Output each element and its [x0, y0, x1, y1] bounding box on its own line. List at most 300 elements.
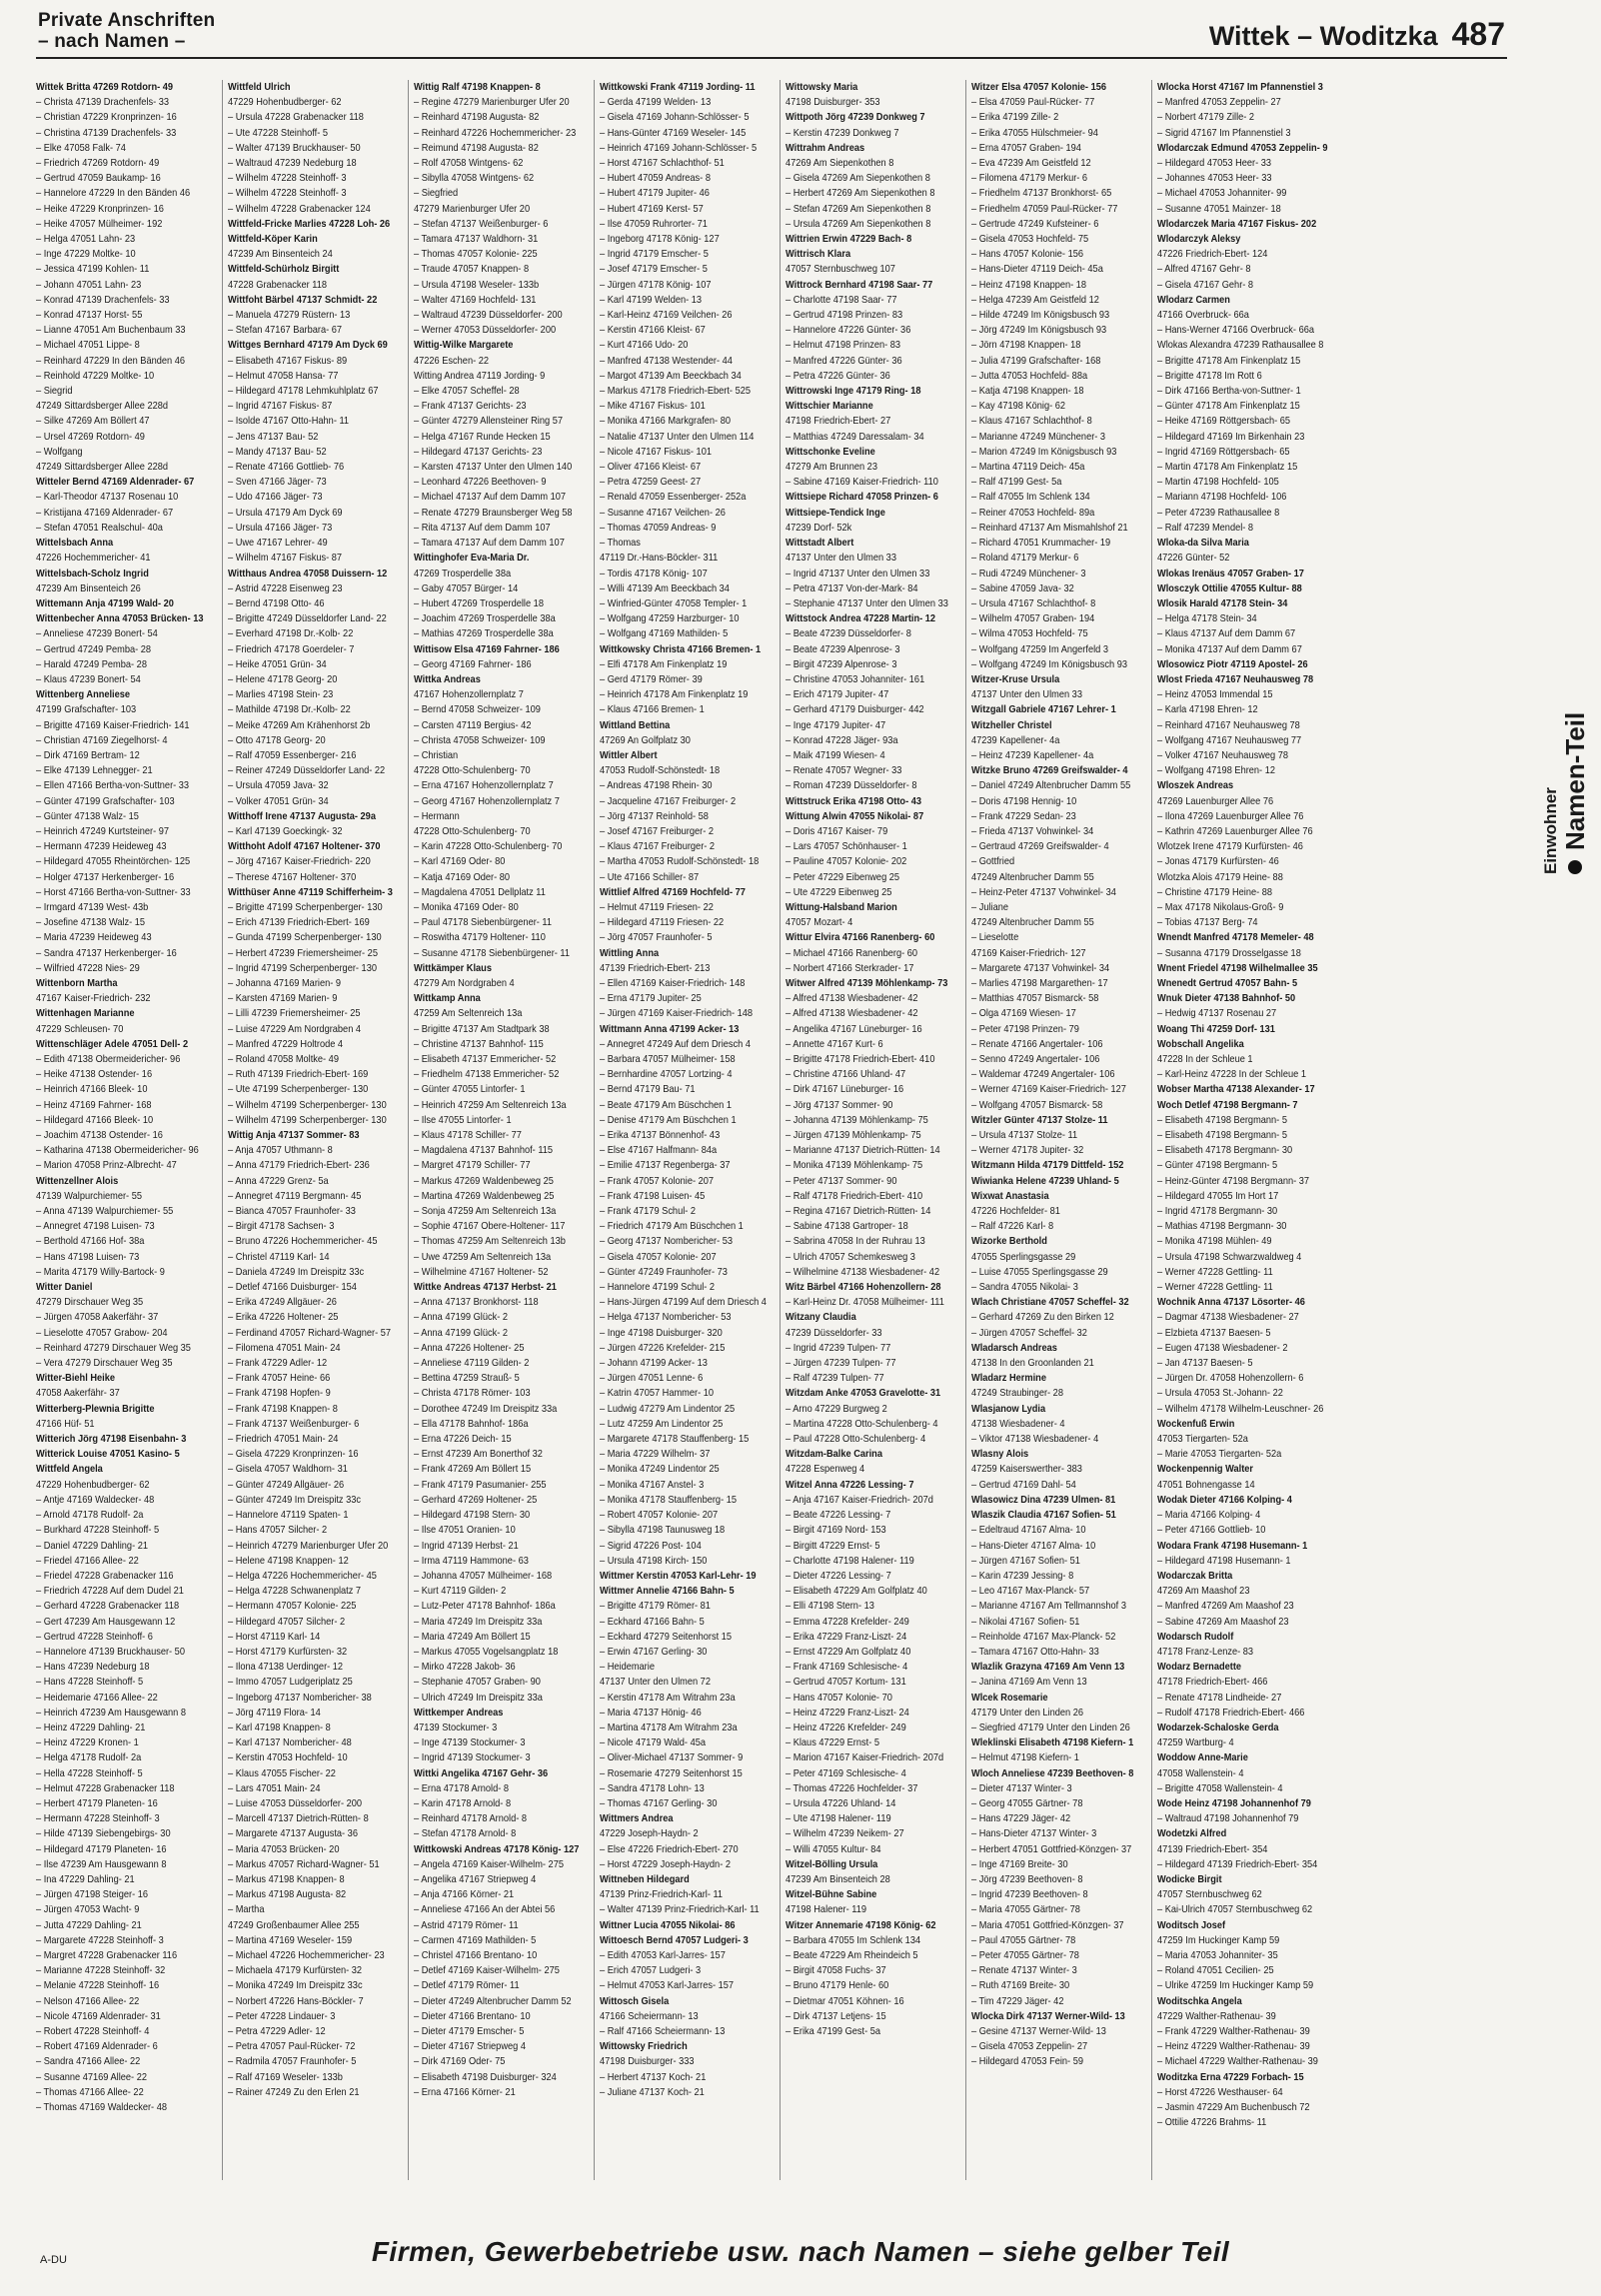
directory-entry-head: Wodarzek-Schaloske Gerda	[1157, 1721, 1279, 1733]
directory-entry: – Ellen 47166 Bertha-von-Suttner- 33	[36, 779, 190, 792]
directory-entry-head: Wittkowsky Christa 47166 Bremen- 1	[600, 642, 762, 655]
directory-entry: – Alfred 47138 Wiesbadener- 42	[786, 992, 918, 1005]
directory-entry: – Ilse 47239 Am Hausgewann 8	[36, 1857, 167, 1870]
directory-entry: – Gaby 47057 Bürger- 14	[414, 581, 519, 594]
directory-entry: – Helmut 47119 Friesen- 22	[600, 900, 714, 913]
directory-entry: – Hilde 47249 Im Königsbusch 93	[971, 309, 1110, 322]
directory-entry: – Gesine 47137 Werner-Wild- 13	[971, 2025, 1106, 2037]
directory-entry: – Ute 47166 Schiller- 87	[600, 870, 700, 883]
directory-entry: – Frank 47169 Schlesische- 4	[786, 1661, 908, 1674]
directory-entry: – Heike 47057 Mülheimer- 192	[36, 217, 163, 230]
directory-entry: – Erich 47139 Friedrich-Ebert- 169	[228, 916, 370, 929]
directory-entry: – Ralf 47055 Im Schlenk 134	[971, 491, 1090, 504]
directory-entry: – Petra 47259 Geest- 27	[600, 476, 702, 489]
directory-entry-head: Wockenpennig Walter	[1157, 1463, 1254, 1476]
directory-entry: – Wolfgang 47198 Ehren- 12	[1157, 764, 1275, 777]
directory-entry: Witting Andrea 47119 Jording- 9	[414, 369, 546, 382]
directory-entry: – Wolfgang 47249 Im Königsbusch 93	[971, 657, 1127, 670]
directory-entry: – Sabine 47269 Am Maashof 23	[1157, 1615, 1289, 1628]
directory-entry: – Georg 47167 Hohenzollernplatz 7	[414, 794, 560, 807]
directory-entry: 47226 Hochemmericher- 41	[36, 552, 151, 565]
directory-entry: – Kay 47198 König- 62	[971, 400, 1066, 413]
directory-entry: – Hubert 47059 Andreas- 8	[600, 172, 711, 185]
directory-entry: – Sandra 47178 Lohn- 13	[600, 1781, 705, 1794]
directory-entry: – Petra 47137 Von-der-Mark- 84	[786, 581, 918, 594]
directory-entry-head: Wittmann Anna 47199 Acker- 13	[600, 1022, 740, 1035]
directory-entry: – Angelika 47167 Striepweg 4	[414, 1872, 537, 1885]
directory-entry: – Monika 47137 Auf dem Damm 67	[1157, 642, 1302, 655]
directory-entry: – Wilhelmine 47138 Wiesbadener- 42	[786, 1265, 940, 1278]
directory-entry: – Werner 47169 Kaiser-Friedrich- 127	[971, 1083, 1126, 1096]
directory-entry: 47178 Friedrich-Ebert- 466	[1157, 1676, 1268, 1689]
directory-entry: – Sibylla 47198 Taunusweg 18	[600, 1524, 726, 1537]
directory-entry-head: Wode Heinz 47198 Johannenhof 79	[1157, 1796, 1311, 1809]
directory-entry: – Paul 47055 Gärtner- 78	[971, 1933, 1076, 1946]
directory-entry: – Anna 47199 Glück- 2	[414, 1326, 509, 1339]
directory-entry: – Jürgen 47239 Tulpen- 77	[786, 1357, 896, 1370]
directory-entry: – Annegret 47119 Bergmann- 45	[228, 1189, 362, 1202]
directory-entry: – Manfred 47229 Holtrode 4	[228, 1037, 344, 1050]
directory-entry: – Martina 47269 Waldenbeweg 25	[414, 1189, 555, 1202]
directory-entry: – Michael 47053 Johanniter- 99	[1157, 187, 1287, 200]
directory-entry: – Wilma 47053 Hochfeld- 75	[971, 627, 1088, 640]
directory-entry: – Robert 47169 Aldenrader- 6	[36, 2040, 158, 2053]
directory-entry: – Marianne 47167 Am Tellmannshof 3	[971, 1600, 1126, 1613]
directory-entry: 47057 Sternbuschweg 107	[786, 263, 895, 276]
directory-entry: – Jürgen Dr. 47058 Hohenzollern- 6	[1157, 1372, 1304, 1385]
directory-entry: – Brigitte 47058 Wallenstein- 4	[1157, 1781, 1283, 1794]
directory-entry: – Katharina 47138 Obermeidericher- 96	[36, 1144, 199, 1157]
directory-entry: – Traude 47057 Knappen- 8	[414, 263, 530, 276]
directory-entry: – Luise 47229 Am Nordgraben 4	[228, 1022, 362, 1035]
directory-entry: – Brigitte 47137 Am Stadtpark 38	[414, 1022, 550, 1035]
directory-entry: – Michael 47226 Hochemmericher- 23	[228, 1948, 385, 1961]
directory-entry: – Silke 47269 Am Böllert 47	[36, 415, 150, 428]
directory-entry: – Markus 47055 Vogelsangplatz 18	[414, 1645, 559, 1658]
directory-entry: – Frank 47137 Gerichts- 23	[414, 400, 527, 413]
directory-entry: – Kerstin 47166 Kleist- 67	[600, 324, 706, 337]
directory-entry: 47057 Sternbuschweg 62	[1157, 1888, 1262, 1901]
directory-entry: – Günter 47138 Walz- 15	[36, 809, 139, 822]
directory-entry: – Manfred 47269 Am Maashof 23	[1157, 1600, 1294, 1613]
directory-entry: – Filomena 47179 Merkur- 6	[971, 172, 1088, 185]
directory-entry: – Birgit 47058 Fuchs- 37	[786, 1964, 886, 1977]
directory-entry: – Ina 47229 Dahling- 21	[36, 1872, 135, 1885]
directory-entry-head: Wittenberg Anneliese	[36, 688, 131, 701]
directory-entry: – Peter 47228 Lindauer- 3	[228, 2009, 336, 2022]
directory-entry-head: Wockenfuß Erwin	[1157, 1417, 1235, 1430]
directory-entry: – Ulrich 47057 Schemkesweg 3	[786, 1250, 915, 1263]
directory-entry: – Karin 47239 Jessing- 8	[971, 1569, 1074, 1582]
directory-entry: – Reinhard 47226 Hochemmericher- 23	[414, 126, 577, 139]
directory-entry: – Angelika 47167 Lüneburger- 16	[786, 1022, 922, 1035]
directory-entry: – Martin 47198 Hochfeld- 105	[1157, 476, 1279, 489]
directory-entry: 47249 Sittardsberger Allee 228d	[36, 461, 169, 474]
directory-entry: – Marlies 47198 Stein- 23	[228, 688, 334, 701]
directory-entry: 47259 Kaiserswerther- 383	[971, 1463, 1082, 1476]
directory-entry: Wlotzek Irene 47179 Kurfürsten- 46	[1157, 840, 1303, 853]
directory-entry: – Friedel 47228 Grabenacker 116	[36, 1569, 174, 1582]
directory-entry: – Inge 47179 Jupiter- 47	[786, 718, 886, 731]
directory-entry: – Jessica 47199 Kohlen- 11	[36, 263, 150, 276]
directory-entry: – Sabrina 47058 In der Ruhrau 13	[786, 1235, 925, 1248]
directory-entry: 47259 Im Huckinger Kamp 59	[1157, 1933, 1280, 1946]
directory-entry: – Gerhard 47228 Grabenacker 118	[36, 1600, 180, 1613]
directory-entry: – Hildegard 47057 Silcher- 2	[228, 1615, 346, 1628]
directory-entry: – Alfred 47167 Gehr- 8	[1157, 263, 1251, 276]
directory-entry: – Erna 47167 Hohenzollernplatz 7	[414, 779, 554, 792]
directory-entry: – Jürgen 47051 Lenne- 6	[600, 1372, 704, 1385]
directory-entry: – Anneliese 47166 An der Abtei 56	[414, 1903, 556, 1916]
directory-entry-head: Wnenedt Gertrud 47057 Bahn- 5	[1157, 976, 1298, 989]
directory-entry: – Elli 47198 Stern- 13	[786, 1600, 874, 1613]
directory-entry: 47226 Günter- 52	[1157, 552, 1230, 565]
directory-entry: – Horst 47179 Kurfürsten- 32	[228, 1645, 348, 1658]
directory-entry: – Hildegard 47198 Stern- 30	[414, 1509, 531, 1522]
directory-entry: – Thomas 47169 Waldecker- 48	[36, 2101, 167, 2114]
directory-entry: – Hildegard 47137 Gerichts- 23	[414, 445, 543, 458]
directory-entry-head: Wittfeld-Köper Karin	[228, 233, 318, 246]
directory-entry: – Gisela 47053 Hochfeld- 75	[971, 233, 1089, 246]
directory-entry: – Ralf 47226 Karl- 8	[971, 1220, 1054, 1233]
directory-entry: – Daniel 47229 Dahling- 21	[36, 1539, 148, 1552]
directory-entry: 47139 Stockumer- 3	[414, 1721, 498, 1733]
directory-entry: – Josef 47179 Emscher- 5	[600, 263, 708, 276]
directory-entry: 47139 Friedrich-Ebert- 213	[600, 961, 711, 974]
directory-entry: – Markus 47178 Friedrich-Ebert- 525	[600, 385, 752, 398]
directory-entry: – Maria 47166 Kolping- 4	[1157, 1509, 1261, 1522]
directory-entry: – Wilhelm 47167 Fiskus- 87	[228, 552, 343, 565]
directory-entry: – Maria 47239 Heideweg 43	[36, 931, 152, 944]
directory-entry: – Elisabeth 47137 Emmericher- 52	[414, 1053, 557, 1065]
directory-column-4	[594, 80, 780, 2180]
directory-entry: – Uwe 47167 Lehrer- 49	[228, 537, 328, 550]
directory-entry: – Marion 47167 Kaiser-Friedrich- 207d	[786, 1751, 944, 1764]
directory-entry: – Frank 47057 Heine- 66	[228, 1372, 331, 1385]
directory-entry: – Gunda 47199 Scherpenberger- 130	[228, 931, 382, 944]
directory-entry-head: Wittrowski Inge 47179 Ring- 18	[786, 385, 921, 398]
directory-entry: – Jan 47137 Baesen- 5	[1157, 1357, 1253, 1370]
directory-entry: – Dorothee 47249 Im Dreispitz 33a	[414, 1402, 558, 1415]
directory-entry-head: Wittges Bernhard 47179 Am Dyck 69	[228, 339, 388, 352]
directory-entry: – Gisela 47169 Johann-Schlösser- 5	[600, 111, 750, 124]
directory-entry: – Markus 47269 Waldenbeweg 25	[414, 1174, 554, 1187]
directory-entry: – Herbert 47269 Am Siepenkothen 8	[786, 187, 935, 200]
directory-entry: – Frank 47269 Am Böllert 15	[414, 1463, 532, 1476]
directory-entry: – Peter 47198 Prinzen- 79	[971, 1022, 1079, 1035]
directory-entry: – Norbert 47166 Sterkrader- 17	[786, 961, 914, 974]
directory-entry: – Brigitte 47179 Römer- 81	[600, 1600, 711, 1613]
directory-entry: – Susanne 47167 Veilchen- 26	[600, 506, 726, 519]
directory-entry: – Dietmar 47051 Köhnen- 16	[786, 1994, 904, 2007]
directory-entry: – Anna 47137 Bronkhorst- 118	[414, 1296, 539, 1309]
directory-entry: – Ilona 47138 Uerdinger- 12	[228, 1661, 344, 1674]
directory-entry: – Georg 47169 Fahrner- 186	[414, 657, 532, 670]
directory-entry-head: Wobschall Angelika	[1157, 1037, 1244, 1050]
directory-entry: – Reinhard 47167 Neuhausweg 78	[1157, 718, 1300, 731]
directory-entry: – Erna 47057 Graben- 194	[971, 141, 1081, 154]
directory-entry: – Berthold 47166 Hof- 38a	[36, 1235, 145, 1248]
directory-entry: 47167 Hohenzollernplatz 7	[414, 688, 524, 701]
directory-entry: – Wolfgang 47167 Neuhausweg 77	[1157, 733, 1302, 746]
directory-entry: – Thomas 47259 Am Seltenreich 13b	[414, 1235, 566, 1248]
directory-entry: – Kerstin 47178 Am Witrahm 23a	[600, 1691, 736, 1704]
directory-entry: – Christian	[414, 748, 459, 761]
directory-entry: – Friedrich 47178 Goerdeler- 7	[228, 642, 355, 655]
directory-entry: – Rudi 47249 Münchener- 3	[971, 567, 1086, 579]
directory-entry: 47179 Unter den Linden 26	[971, 1706, 1084, 1719]
directory-entry: – Hildegard 47119 Friesen- 22	[600, 916, 725, 929]
directory-entry: – Elisabeth 47178 Bergmann- 30	[1157, 1144, 1293, 1157]
directory-entry-head: Wittelsbach Anna	[36, 537, 114, 550]
directory-entry: – Kurt 47119 Gilden- 2	[414, 1585, 507, 1598]
directory-entry-head: Wittenzellner Alois	[36, 1174, 119, 1187]
directory-entry-head: Wodarz Bernadette	[1157, 1661, 1242, 1674]
directory-entry: – Karsten 47137 Unter den Ulmen 140	[414, 461, 573, 474]
directory-entry-head: Wittland Bettina	[600, 718, 671, 731]
directory-entry: – Leo 47167 Max-Planck- 57	[971, 1585, 1090, 1598]
directory-entry: – Doris 47198 Hennig- 10	[971, 794, 1077, 807]
directory-entry: 47249 Sittardsberger Allee 228d	[36, 400, 169, 413]
directory-entry: – Kerstin 47053 Hochfeld- 10	[228, 1751, 348, 1764]
directory-entry: – Michael 47137 Auf dem Damm 107	[414, 491, 567, 504]
directory-entry: – Martina 47228 Otto-Schulenberg- 4	[786, 1417, 938, 1430]
directory-entry: – Eckhard 47166 Bahn- 5	[600, 1615, 705, 1628]
directory-entry: – Karl-Heinz 47169 Veilchen- 26	[600, 309, 733, 322]
directory-entry: – Ingrid 47179 Emscher- 5	[600, 248, 709, 261]
directory-entry: – Eckhard 47279 Seitenhorst 15	[600, 1630, 733, 1643]
directory-entry-head: Wlocka Dirk 47137 Werner-Wild- 13	[971, 2009, 1125, 2022]
directory-entry: – Annegret 47198 Luisen- 73	[36, 1220, 155, 1233]
directory-entry: – Otto 47178 Georg- 20	[228, 733, 326, 746]
directory-entry: – Lutz 47259 Am Lindentor 25	[600, 1417, 724, 1430]
directory-entry: – Thomas 47226 Hochfelder- 37	[786, 1781, 918, 1794]
directory-entry: – Petra 47226 Günter- 36	[786, 369, 890, 382]
directory-entry: – Sibylla 47058 Wintgens- 62	[414, 172, 535, 185]
directory-entry: – Marianne 47228 Steinhoff- 32	[36, 1964, 166, 1977]
directory-entry: – Markus 47198 Knappen- 8	[228, 1872, 345, 1885]
directory-entry: – Frank 47198 Knappen- 8	[228, 1402, 338, 1415]
directory-entry: – Hedwig 47137 Rosenau 27	[1157, 1007, 1277, 1020]
directory-entry: – Ingrid 47199 Scherpenberger- 130	[228, 961, 377, 974]
directory-entry: – Peter 47169 Schlesische- 4	[786, 1766, 906, 1779]
directory-entry: – Mariann 47198 Hochfeld- 106	[1157, 491, 1287, 504]
directory-entry-head: Wodarsch Rudolf	[1157, 1630, 1234, 1643]
directory-entry: – Sabine 47059 Java- 32	[971, 581, 1074, 594]
directory-entry: – Helmut 47058 Hansa- 77	[228, 369, 339, 382]
directory-entry: – Antje 47169 Waldecker- 48	[36, 1493, 155, 1506]
directory-entry: – Marie 47053 Tiergarten- 52a	[1157, 1448, 1282, 1461]
directory-entry-head: Wlcek Rosemarie	[971, 1691, 1048, 1704]
directory-entry-head: Wladarz Hermine	[971, 1372, 1046, 1385]
directory-entry: 47239 Am Binsenteich 26	[36, 581, 141, 594]
directory-entry: – Helga 47137 Nombericher- 53	[600, 1311, 732, 1324]
directory-entry: – Werner 47228 Gettling- 11	[1157, 1281, 1273, 1294]
directory-entry: – Wilhelm 47057 Graben- 194	[971, 612, 1095, 625]
directory-entry-head: Wittung Alwin 47055 Nikolai- 87	[786, 809, 924, 822]
directory-entry-head: Wittig Ralf 47198 Knappen- 8	[414, 81, 541, 93]
directory-entry: – Reiner 47249 Düsseldorfer Land- 22	[228, 764, 386, 777]
directory-entry: – Ingrid 47167 Fiskus- 87	[228, 400, 333, 413]
directory-entry: – Robert 47057 Kolonie- 207	[600, 1509, 719, 1522]
directory-entry: – Volker 47051 Grün- 34	[228, 794, 329, 807]
directory-entry: – Hildegard 47139 Friedrich-Ebert- 354	[1157, 1857, 1318, 1870]
directory-entry: – Marianne 47249 Münchener- 3	[971, 430, 1106, 443]
directory-entry: 47279 Dirschauer Weg 35	[36, 1296, 144, 1309]
directory-entry: – Elisabeth 47229 Am Golfplatz 40	[786, 1585, 927, 1598]
directory-entry: 47228 Otto-Schulenberg- 70	[414, 824, 531, 837]
directory-entry: – Norbert 47179 Zille- 2	[1157, 111, 1255, 124]
directory-entry-head: Witterick Louise 47051 Kasino- 5	[36, 1448, 180, 1461]
directory-entry: – Ruth 47139 Friedrich-Ebert- 169	[228, 1068, 369, 1081]
directory-entry: – Elke 47058 Falk- 74	[36, 141, 126, 154]
directory-entry: – Waltraud 47239 Nedeburg 18	[228, 157, 357, 170]
directory-entry: – Gertrud 47169 Dahl- 54	[971, 1478, 1076, 1491]
directory-entry: – Gerd 47179 Römer- 39	[600, 672, 703, 685]
directory-entry: – Jacqueline 47167 Freiburger- 2	[600, 794, 737, 807]
directory-entry-head: Wittmer Kerstin 47053 Karl-Lehr- 19	[600, 1569, 757, 1582]
directory-entry: – Manfred 47053 Zeppelin- 27	[1157, 96, 1281, 109]
directory-entry: – Horst 47167 Schlachthof- 51	[600, 157, 725, 170]
directory-entry: – Brigitte 47249 Düsseldorfer Land- 22	[228, 612, 387, 625]
directory-entry: 47249 Straubinger- 28	[971, 1387, 1063, 1400]
directory-entry: 47279 Marienburger Ufer 20	[414, 202, 531, 215]
directory-entry: – Sigrid 47226 Post- 104	[600, 1539, 702, 1552]
directory-entry: – Karin 47178 Arnold- 8	[414, 1796, 512, 1809]
directory-entry: – Johanna 47057 Mülheimer- 168	[414, 1569, 553, 1582]
directory-entry: – Friedrich 47179 Am Büschchen 1	[600, 1220, 744, 1233]
directory-entry-head: Woang Thi 47259 Dorf- 131	[1157, 1022, 1275, 1035]
directory-entry: – Pauline 47057 Kolonie- 202	[786, 855, 907, 868]
directory-entry-head: Witzer Annemarie 47198 König- 62	[786, 1918, 936, 1931]
directory-entry: – Hildegard 47178 Lehmkuhlplatz 67	[228, 385, 379, 398]
directory-entry: – Jörg 47249 Im Königsbusch 93	[971, 324, 1107, 337]
directory-entry-head: Witthüser Anne 47119 Schifferheim- 3	[228, 885, 393, 898]
directory-entry: 47198 Duisburger- 333	[600, 2055, 695, 2068]
directory-entry: – Sabine 47169 Kaiser-Friedrich- 110	[786, 476, 938, 489]
directory-entry: 47138 In den Groonlanden 21	[971, 1357, 1094, 1370]
directory-entry: – Frank 47137 Weißenburger- 6	[228, 1417, 360, 1430]
directory-entry: – Günter 47198 Bergmann- 5	[1157, 1159, 1278, 1172]
directory-entry: 47229 Hohenbudberger- 62	[36, 1478, 150, 1491]
directory-entry: – Hannelore 47199 Schul- 2	[600, 1281, 716, 1294]
directory-entry: 47239 Am Binsenteich 24	[228, 248, 333, 261]
directory-entry: 47229 Walther-Rathenau- 39	[1157, 2009, 1276, 2022]
directory-entry: – Marianne 47137 Dietrich-Rütten- 14	[786, 1144, 940, 1157]
directory-entry: – Brigitte 47178 Im Rott 6	[1157, 369, 1262, 382]
directory-entry: – Heinz-Günter 47198 Bergmann- 37	[1157, 1174, 1310, 1187]
directory-entry: – Gisela 47057 Kolonie- 207	[600, 1250, 717, 1263]
directory-entry: – Christel 47119 Karl- 14	[228, 1250, 330, 1263]
directory-entry: – Tordis 47178 König- 107	[600, 567, 708, 579]
directory-entry: – Dieter 47137 Winter- 3	[971, 1781, 1072, 1794]
directory-entry: – Marion 47249 Im Königsbusch 93	[971, 445, 1117, 458]
directory-entry: – Monika 47169 Oder- 80	[414, 900, 519, 913]
directory-entry: – Juliane	[971, 900, 1008, 913]
directory-entry: 47239 Düsseldorfer- 33	[786, 1326, 882, 1339]
directory-entry: – Susanna 47179 Drosselgasse 18	[1157, 946, 1301, 959]
directory-entry-head: Wittenhagen Marianne	[36, 1007, 135, 1020]
directory-entry: – Wilhelm 47228 Grabenacker 124	[228, 202, 371, 215]
directory-entry: – Astrid 47179 Römer- 11	[414, 1918, 519, 1931]
directory-entry: – Nicole 47179 Wald- 45a	[600, 1736, 706, 1749]
directory-entry: – Christine 47053 Johanniter- 161	[786, 672, 925, 685]
directory-entry: – Siegrid	[36, 385, 73, 398]
directory-entry: – Margret 47179 Schiller- 77	[414, 1159, 531, 1172]
directory-entry: 47139 Walpurchiemer- 55	[36, 1189, 142, 1202]
directory-entry: – Ferdinand 47057 Richard-Wagner- 57	[228, 1326, 391, 1339]
directory-entry: – Ella 47178 Bahnhof- 186a	[414, 1417, 529, 1430]
directory-entry: – Katrin 47057 Hammer- 10	[600, 1387, 715, 1400]
directory-entry-head: Witz Bärbel 47166 Hohenzollern- 28	[786, 1281, 941, 1294]
directory-entry: – Brigitte 47169 Kaiser-Friedrich- 141	[36, 718, 190, 731]
directory-entry: – Bettina 47259 Strauß- 5	[414, 1372, 520, 1385]
directory-entry: – Lutz-Peter 47178 Bahnhof- 186a	[414, 1600, 556, 1613]
directory-entry: 47058 Wallenstein- 4	[1157, 1766, 1244, 1779]
directory-entry: – Markus 47198 Augusta- 82	[228, 1888, 347, 1901]
directory-entry: – Klaus 47137 Auf dem Damm 67	[1157, 627, 1296, 640]
directory-entry: – Reinhard 47198 Augusta- 82	[414, 111, 540, 124]
directory-entry: – Dieter 47179 Emscher- 5	[414, 2025, 525, 2037]
directory-entry: – Jürgen 47169 Kaiser-Friedrich- 148	[600, 1007, 754, 1020]
directory-entry: – Anneliese 47119 Gilden- 2	[414, 1357, 530, 1370]
directory-entry: – Karin 47228 Otto-Schulenberg- 70	[414, 840, 563, 853]
directory-entry: – Ottilie 47226 Brahms- 11	[1157, 2116, 1267, 2129]
directory-entry: – Hildegard 47053 Fein- 59	[971, 2055, 1083, 2068]
directory-entry: – Michael 47229 Walther-Rathenau- 39	[1157, 2055, 1318, 2068]
directory-entry-head: Witthoff Irene 47137 Augusta- 29a	[228, 809, 376, 822]
directory-entry: – Roman 47239 Düsseldorfer- 8	[786, 779, 917, 792]
directory-entry: – Helmut 47198 Prinzen- 83	[786, 339, 901, 352]
side-tab-big: Namen-Teil	[1560, 711, 1590, 850]
directory-entry: – Inge 47139 Stockumer- 3	[414, 1736, 526, 1749]
directory-entry: – Hans 47198 Luisen- 73	[36, 1250, 140, 1263]
directory-entry-head: Witzel-Bühne Sabine	[786, 1888, 877, 1901]
directory-entry-head: Witzel-Bölling Ursula	[786, 1857, 878, 1870]
directory-entry: – Heidemarie	[600, 1661, 655, 1674]
directory-entry: – Frank 47179 Pasumanier- 255	[414, 1478, 547, 1491]
directory-entry: – Brigitte 47178 Am Finkenplatz 15	[1157, 354, 1301, 367]
directory-entry: – Kerstin 47239 Donkweg 7	[786, 126, 899, 139]
directory-entry: – Ursula 47198 Kirch- 150	[600, 1554, 708, 1567]
directory-entry: – Heinrich 47249 Kurtsteiner- 97	[36, 824, 170, 837]
directory-entry: – Petra 47229 Adler- 12	[228, 2025, 326, 2037]
directory-entry: – Werner 47178 Jupiter- 32	[971, 1144, 1084, 1157]
directory-entry: – Heinz 47239 Kapellener- 4a	[971, 748, 1094, 761]
directory-entry: – Georg 47055 Gärtner- 78	[971, 1796, 1083, 1809]
directory-entry: – Gert 47239 Am Hausgewann 12	[36, 1615, 176, 1628]
directory-entry: – Sabine 47138 Gartroper- 18	[786, 1220, 908, 1233]
directory-entry: – Reimund 47198 Augusta- 82	[414, 141, 539, 154]
directory-entry-head: Wlost Frieda 47167 Neuhausweg 78	[1157, 672, 1314, 685]
directory-entry: – Heinz 47229 Dahling- 21	[36, 1721, 146, 1733]
directory-entry: – Johannes 47053 Heer- 33	[1157, 172, 1272, 185]
directory-entry: – Konrad 47139 Drachenfels- 33	[36, 293, 170, 306]
directory-entry-head: Wittfeld Ulrich	[228, 81, 291, 93]
directory-entry: – Inge 47169 Breite- 30	[971, 1857, 1068, 1870]
directory-entry: – Anja 47057 Uthmann- 8	[228, 1144, 333, 1157]
directory-entry: – Ernst 47239 Am Bonerthof 32	[414, 1448, 543, 1461]
directory-entry: – Heinz 47226 Krefelder- 249	[786, 1721, 906, 1733]
directory-entry: – Maria 47249 Am Böllert 15	[414, 1630, 531, 1643]
directory-entry-head: Witzgall Gabriele 47167 Lehrer- 1	[971, 703, 1116, 716]
directory-entry: – Frank 47198 Luisen- 45	[600, 1189, 706, 1202]
directory-entry: – Mathilde 47198 Dr.-Kolb- 22	[228, 703, 351, 716]
directory-entry: Wlotzka Alois 47179 Heine- 88	[1157, 870, 1283, 883]
directory-entry-head: Wittka Andreas	[414, 672, 481, 685]
directory-entry-head: Wittmer Annelie 47166 Bahn- 5	[600, 1585, 735, 1598]
directory-entry-head: Wlodarz Carmen	[1157, 293, 1230, 306]
